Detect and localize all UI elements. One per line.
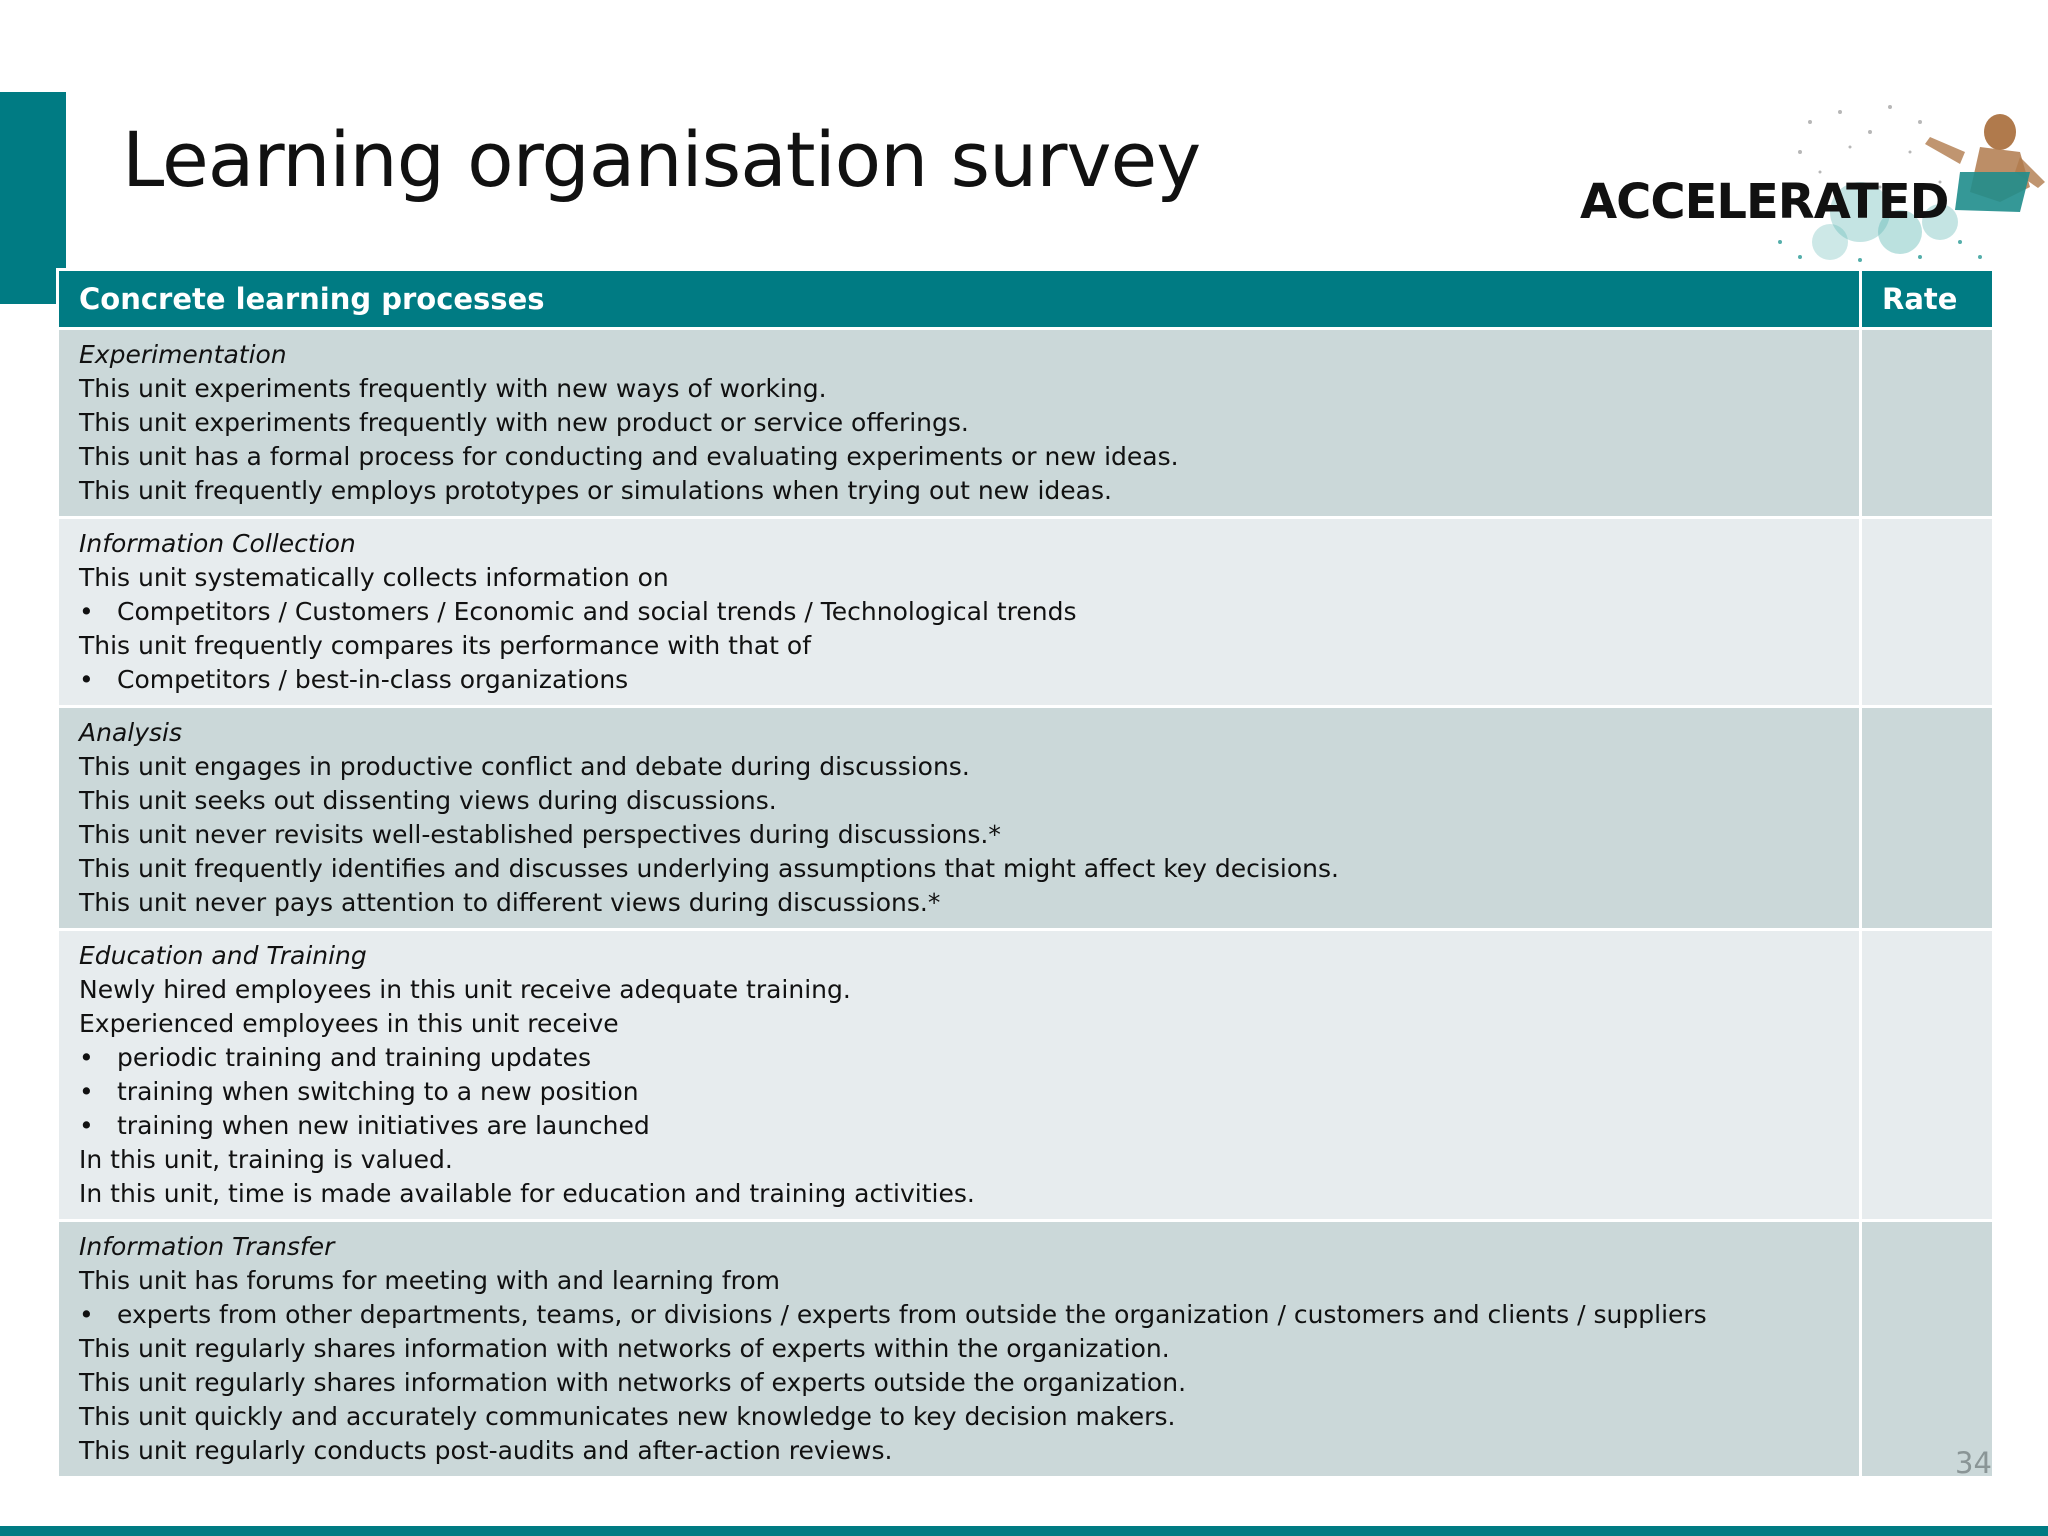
- bullet-item: [79, 595, 1839, 629]
- header-processes: Concrete learning processes: [58, 270, 1861, 329]
- bullet-icon: •: [79, 1111, 94, 1140]
- statement-text: This unit has a formal process for conducting and evaluating experiments or new ideas.: [79, 442, 1179, 471]
- rate-cell[interactable]: [1861, 707, 1994, 930]
- page-number: 34: [1955, 1446, 1992, 1480]
- category-title: Experimentation: [79, 340, 287, 369]
- rate-cell[interactable]: [1861, 329, 1994, 518]
- category-title: Analysis: [79, 718, 183, 747]
- table-row: [58, 707, 1994, 930]
- bullet-item: [79, 1041, 1839, 1075]
- statement-text: experts from other departments, teams, or divisions / experts from outside the organization / customers and clients / suppliers: [117, 1300, 1707, 1329]
- bullet-icon: •: [79, 1077, 94, 1106]
- bullet-icon: •: [79, 1043, 94, 1072]
- process-cell: [58, 518, 1861, 707]
- process-cell: [58, 707, 1861, 930]
- process-cell: [58, 1221, 1861, 1478]
- bullet-item: [79, 1075, 1839, 1109]
- statement-text: Competitors / Customers / Economic and social trends / Technological trends: [117, 597, 1077, 626]
- statement-text: This unit regularly conducts post-audits and after-action reviews.: [79, 1436, 893, 1465]
- statement-text: training when new initiatives are launched: [117, 1111, 650, 1140]
- statement-text: This unit engages in productive conflict and debate during discussions.: [79, 752, 970, 781]
- statement-text: In this unit, time is made available for education and training activities.: [79, 1179, 975, 1208]
- statement-text: This unit experiments frequently with new ways of working.: [79, 374, 827, 403]
- rate-cell[interactable]: [1861, 930, 1994, 1221]
- statement-text: This unit never pays attention to different views during discussions.*: [79, 888, 941, 917]
- table-row: [58, 329, 1994, 518]
- statement-text: This unit quickly and accurately communicates new knowledge to key decision makers.: [79, 1402, 1176, 1431]
- statement-text: This unit systematically collects information on: [79, 563, 669, 592]
- bottom-bar: [0, 1526, 2048, 1536]
- rate-cell[interactable]: [1861, 518, 1994, 707]
- table-row: [58, 930, 1994, 1221]
- statement-text: training when switching to a new position: [117, 1077, 639, 1106]
- statement-text: periodic training and training updates: [117, 1043, 591, 1072]
- statement-text: Experienced employees in this unit receive: [79, 1009, 619, 1038]
- bullet-icon: •: [79, 597, 94, 626]
- bullet-item: [79, 663, 1839, 697]
- rate-cell[interactable]: [1861, 1221, 1994, 1478]
- statement-text: Newly hired employees in this unit receive adequate training.: [79, 975, 851, 1004]
- process-cell: [58, 329, 1861, 518]
- statement-text: This unit frequently identifies and discusses underlying assumptions that might affect key decisions.: [79, 854, 1339, 883]
- statement-text: This unit frequently employs prototypes or simulations when trying out new ideas.: [79, 476, 1112, 505]
- statement-text: This unit seeks out dissenting views during discussions.: [79, 786, 777, 815]
- logo-wordmark: ACCELERATED: [1580, 174, 1949, 230]
- table-header-row: [58, 270, 1994, 329]
- process-cell: [58, 930, 1861, 1221]
- statement-text: This unit experiments frequently with new product or service offerings.: [79, 408, 969, 437]
- statement-text: This unit regularly shares information with networks of experts within the organization.: [79, 1334, 1170, 1363]
- accelerated-logo: [1560, 92, 2048, 268]
- survey-table: [56, 268, 1995, 1479]
- table-row: [58, 1221, 1994, 1478]
- category-title: Education and Training: [79, 941, 367, 970]
- statement-text: In this unit, training is valued.: [79, 1145, 453, 1174]
- bullet-item: [79, 1109, 1839, 1143]
- statement-text: This unit regularly shares information with networks of experts outside the organization.: [79, 1368, 1187, 1397]
- statement-text: This unit has forums for meeting with and learning from: [79, 1266, 781, 1295]
- header-rate: Rate: [1861, 270, 1994, 329]
- statement-text: This unit never revisits well-established perspectives during discussions.*: [79, 820, 1001, 849]
- bullet-icon: •: [79, 1300, 94, 1329]
- slide-title: Learning organisation survey: [122, 115, 1201, 204]
- bullet-item: [79, 1298, 1839, 1332]
- category-title: Information Collection: [79, 529, 356, 558]
- table-row: [58, 518, 1994, 707]
- statement-text: This unit frequently compares its performance with that of: [79, 631, 811, 660]
- category-title: Information Transfer: [79, 1232, 335, 1261]
- bullet-icon: •: [79, 665, 94, 694]
- statement-text: Competitors / best-in-class organizations: [117, 665, 629, 694]
